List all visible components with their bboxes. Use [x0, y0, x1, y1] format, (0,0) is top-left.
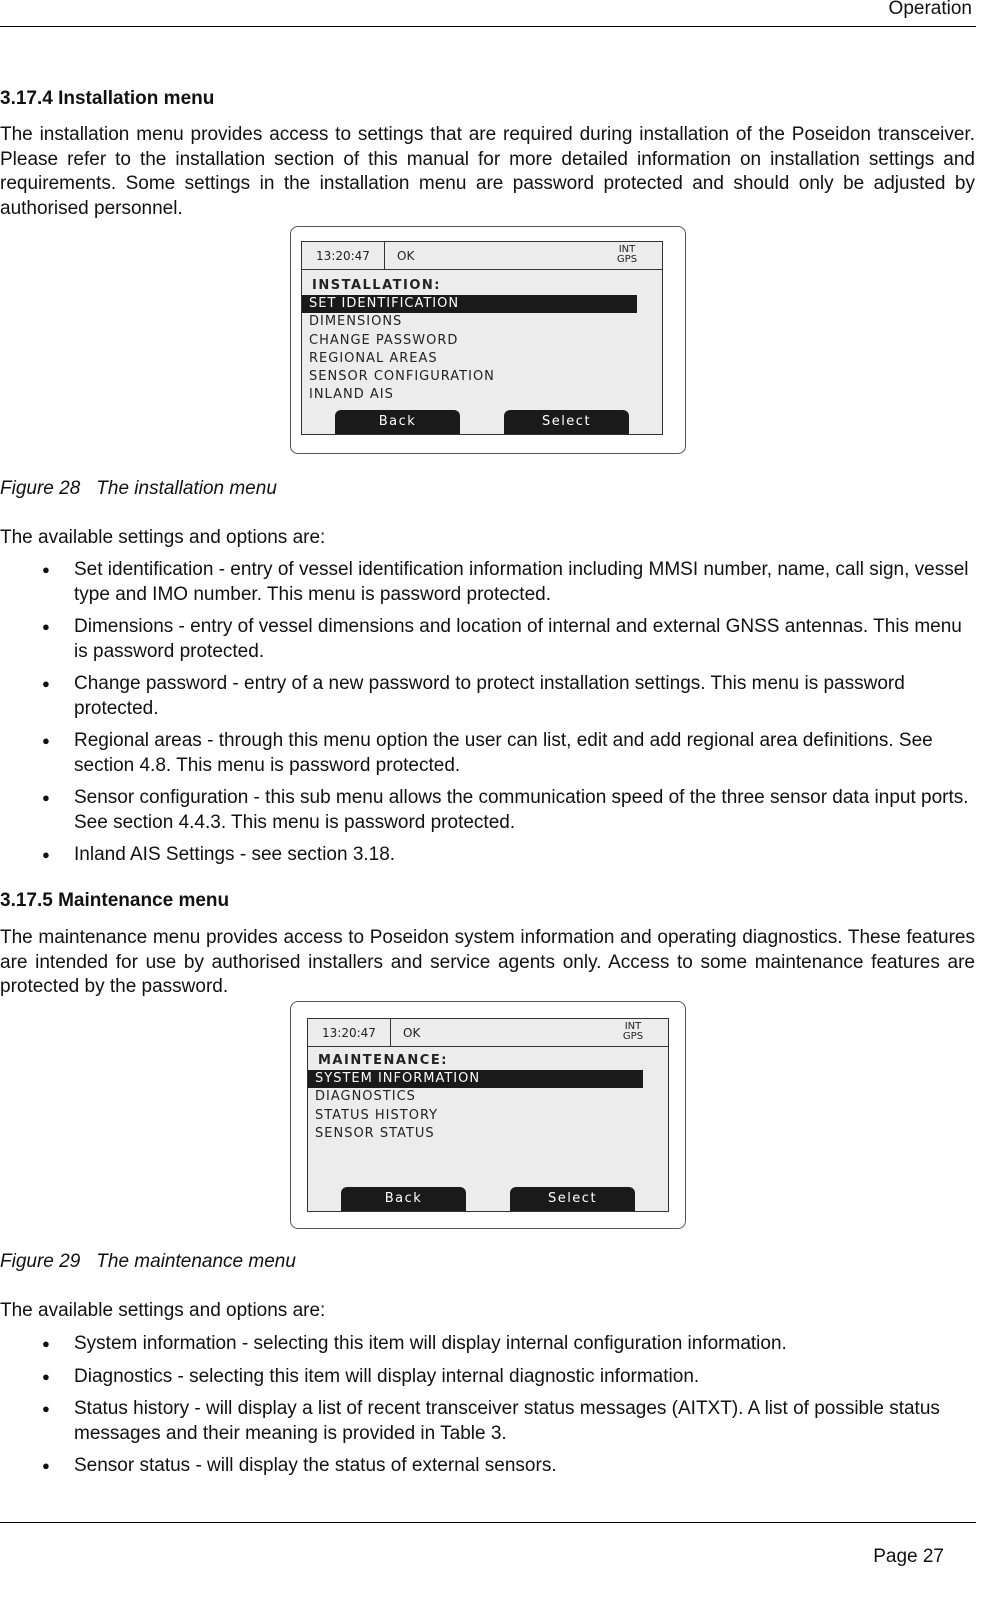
list-item: ● System information - selecting this item will display internal configuration information.: [0, 1332, 975, 1357]
maintenance-device-figure: [290, 1001, 686, 1229]
menu-item-regional-areas[interactable]: REGIONAL AREAS: [309, 350, 438, 366]
clock: 13:20:47: [308, 1019, 391, 1046]
options-lead: The available settings and options are:: [0, 527, 326, 548]
menu-item-dimensions[interactable]: DIMENSIONS: [309, 314, 403, 330]
figure-title: The maintenance menu: [96, 1251, 296, 1272]
menu-item-change-password[interactable]: CHANGE PASSWORD: [309, 332, 459, 348]
footer-rule: [0, 1522, 976, 1523]
section-heading-maintenance: 3.17.5 Maintenance menu: [0, 890, 230, 911]
device-screen: [307, 1018, 669, 1212]
list-item: ● Inland AIS Settings - see section 3.18.: [0, 843, 975, 868]
menu-item-diagnostics[interactable]: DIAGNOSTICS: [315, 1089, 416, 1105]
menu-item-inland-ais[interactable]: INLAND AIS: [309, 387, 394, 403]
list-item: ● Change password - entry of a new password to protect installation settings. This menu is password protected.: [0, 672, 975, 721]
menu-item-sensor-status[interactable]: SENSOR STATUS: [315, 1125, 435, 1141]
back-softkey[interactable]: Back: [335, 410, 460, 434]
gps-line1: INT: [618, 244, 636, 255]
gps-line2: GPS: [616, 254, 638, 265]
section-heading-installation: 3.17.4 Installation menu: [0, 88, 215, 109]
list-item: ● Diagnostics - selecting this item will display internal diagnostic information.: [0, 1365, 975, 1390]
menu-item-set-identification[interactable]: SET IDENTIFICATION: [302, 295, 637, 313]
list-item: ● Regional areas - through this menu option the user can list, edit and add regional area definitions. See section 4.8. This menu is password protected.: [0, 729, 975, 778]
menu-item-sensor-configuration[interactable]: SENSOR CONFIGURATION: [309, 369, 495, 385]
menu-title: INSTALLATION:: [312, 278, 441, 293]
menu-item-system-information[interactable]: SYSTEM INFORMATION: [308, 1070, 643, 1088]
clock: 13:20:47: [302, 242, 385, 269]
maintenance-intro: The maintenance menu provides access to Poseidon system information and operating diagnostics. These features are intended for use by authorised installers and service agents only. Access to some maintenance features are protected by the password.: [0, 927, 975, 997]
status-text: OK: [403, 1025, 421, 1040]
figure-number: Figure 28: [0, 478, 81, 499]
list-item: ● Sensor status - will display the status of external sensors.: [0, 1454, 975, 1479]
menu-title: MAINTENANCE:: [318, 1053, 448, 1068]
figure-29-caption: [0, 1251, 312, 1273]
options-lead: The available settings and options are:: [0, 1300, 326, 1321]
installation-device-figure: [290, 226, 686, 454]
gps-indicator: [592, 245, 662, 269]
list-item: ● Dimensions - entry of vessel dimensions and location of internal and external GNSS antennas. This menu is password protected.: [0, 615, 975, 664]
page-number: Page 27: [873, 1546, 944, 1567]
back-softkey[interactable]: Back: [341, 1187, 466, 1211]
gps-line1: INT: [624, 1021, 642, 1032]
figure-28-caption: [0, 478, 293, 500]
header-rule: [0, 26, 976, 27]
installation-options-list: [0, 558, 975, 876]
gps-indicator: [598, 1022, 668, 1046]
maintenance-options-list: [0, 1332, 975, 1487]
list-item: ● Set identification - entry of vessel identification information including MMSI number, name, call sign, vessel type and IMO number. This menu is password protected.: [0, 558, 975, 607]
select-softkey[interactable]: Select: [510, 1187, 635, 1211]
gps-line2: GPS: [622, 1031, 644, 1042]
figure-title: The installation menu: [96, 478, 277, 499]
installation-intro: The installation menu provides access to settings that are required during installation of the Poseidon transceiver. Please refer to the installation section of this manual for more detailed information on installation settings and requirements. Some settings in the installation menu are password protected and should only be adjusted by authorised personnel.: [0, 124, 975, 219]
menu-item-status-history[interactable]: STATUS HISTORY: [315, 1107, 439, 1123]
list-item: ● Sensor configuration - this sub menu allows the communication speed of the three sensor data input ports. See section 4.4.3. This menu is password protected.: [0, 786, 975, 835]
list-item: ● Status history - will display a list of recent transceiver status messages (AITXT). A list of possible status messages and their meaning is provided in Table 3.: [0, 1397, 975, 1446]
device-screen: [301, 241, 663, 435]
status-text: OK: [397, 248, 415, 263]
running-header: Operation: [888, 0, 972, 19]
figure-number: Figure 29: [0, 1251, 81, 1272]
select-softkey[interactable]: Select: [504, 410, 629, 434]
